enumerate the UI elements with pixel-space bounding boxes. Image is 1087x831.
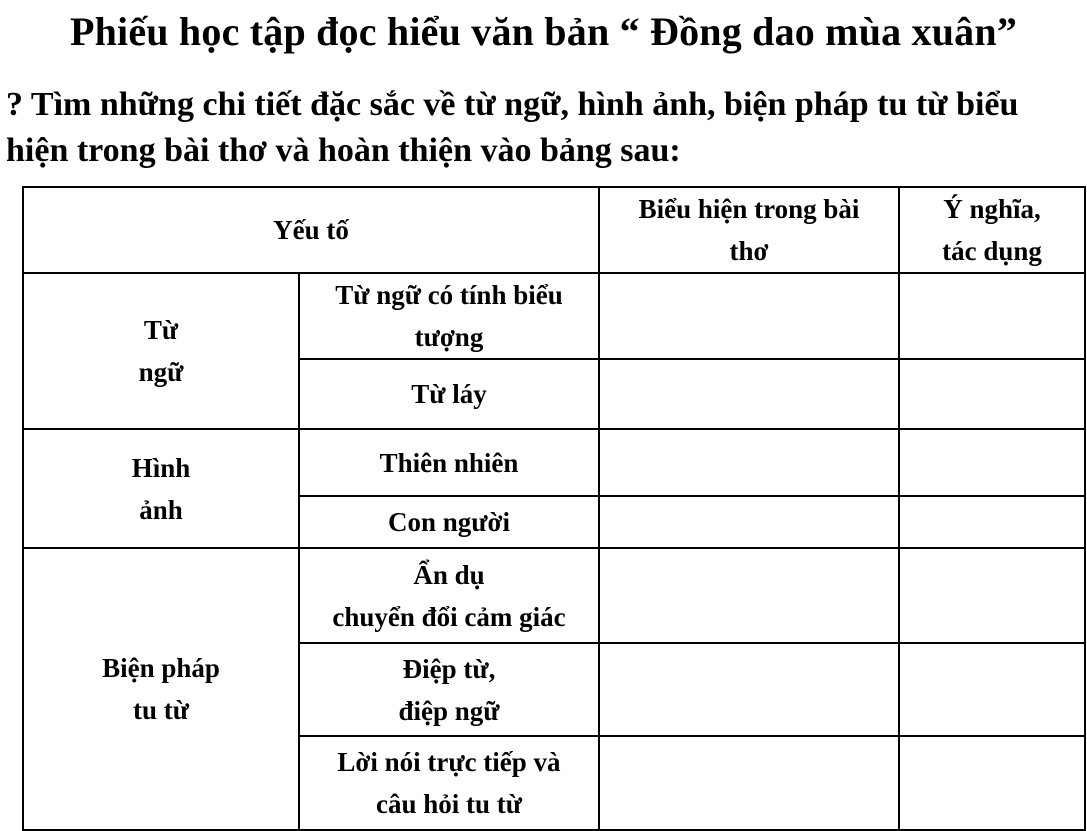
header-meaning xyxy=(899,187,1085,273)
subfactor-label: Thiên nhiên xyxy=(379,447,519,478)
table-row xyxy=(23,548,1085,643)
table-header-row xyxy=(23,187,1085,273)
meaning-answer-cell[interactable] xyxy=(899,273,1085,359)
subfactor-cell xyxy=(299,548,599,643)
subfactor-cell xyxy=(299,359,599,429)
header-meaning-label: Ý nghĩa, tác dụng xyxy=(942,194,1042,266)
subfactor-label: Từ ngữ có tính biểu tượng xyxy=(335,280,563,352)
expression-answer-cell[interactable] xyxy=(599,496,899,548)
subfactor-label: Ẩn dụ chuyển đổi cảm giác xyxy=(332,559,566,632)
meaning-answer-cell[interactable] xyxy=(899,548,1085,643)
group-label-text: Từ ngữ xyxy=(138,315,184,387)
header-factor-label: Yếu tố xyxy=(273,215,349,245)
table-row xyxy=(23,429,1085,496)
table-row xyxy=(23,273,1085,359)
subfactor-label: Từ láy xyxy=(411,379,487,409)
header-expression-label: Biểu hiện trong bài thơ xyxy=(638,194,860,266)
group-label-words xyxy=(23,273,299,429)
subfactor-label: Lời nói trực tiếp và câu hỏi tu từ xyxy=(337,747,561,819)
group-label-rhetoric xyxy=(23,548,299,830)
expression-answer-cell[interactable] xyxy=(599,273,899,359)
worksheet-title: Phiếu học tập đọc hiểu văn bản “ Đồng dao mùa xuân” xyxy=(69,9,1018,54)
subfactor-label: Con người xyxy=(388,507,510,537)
header-factor xyxy=(23,187,599,273)
group-label-text: Hình ảnh xyxy=(131,452,191,525)
header-expression xyxy=(599,187,899,273)
meaning-answer-cell[interactable] xyxy=(899,429,1085,496)
worksheet-table xyxy=(22,186,1086,831)
expression-answer-cell[interactable] xyxy=(599,359,899,429)
question-prompt: ? Tìm những chi tiết đặc sắc về từ ngữ, hình ảnh, biện pháp tu từ biểu hiện trong bài thơ và hoàn thiện vào bảng sau: xyxy=(6,86,1019,169)
subfactor-cell xyxy=(299,273,599,359)
subfactor-cell xyxy=(299,429,599,496)
expression-answer-cell[interactable] xyxy=(599,548,899,643)
expression-answer-cell[interactable] xyxy=(599,643,899,736)
subfactor-label: Điệp từ, điệp ngữ xyxy=(398,653,500,726)
meaning-answer-cell[interactable] xyxy=(899,496,1085,548)
subfactor-cell xyxy=(299,643,599,736)
meaning-answer-cell[interactable] xyxy=(899,359,1085,429)
subfactor-cell xyxy=(299,496,599,548)
meaning-answer-cell[interactable] xyxy=(899,643,1085,736)
expression-answer-cell[interactable] xyxy=(599,429,899,496)
group-label-text: Biện pháp tu từ xyxy=(102,653,220,725)
group-label-images xyxy=(23,429,299,548)
